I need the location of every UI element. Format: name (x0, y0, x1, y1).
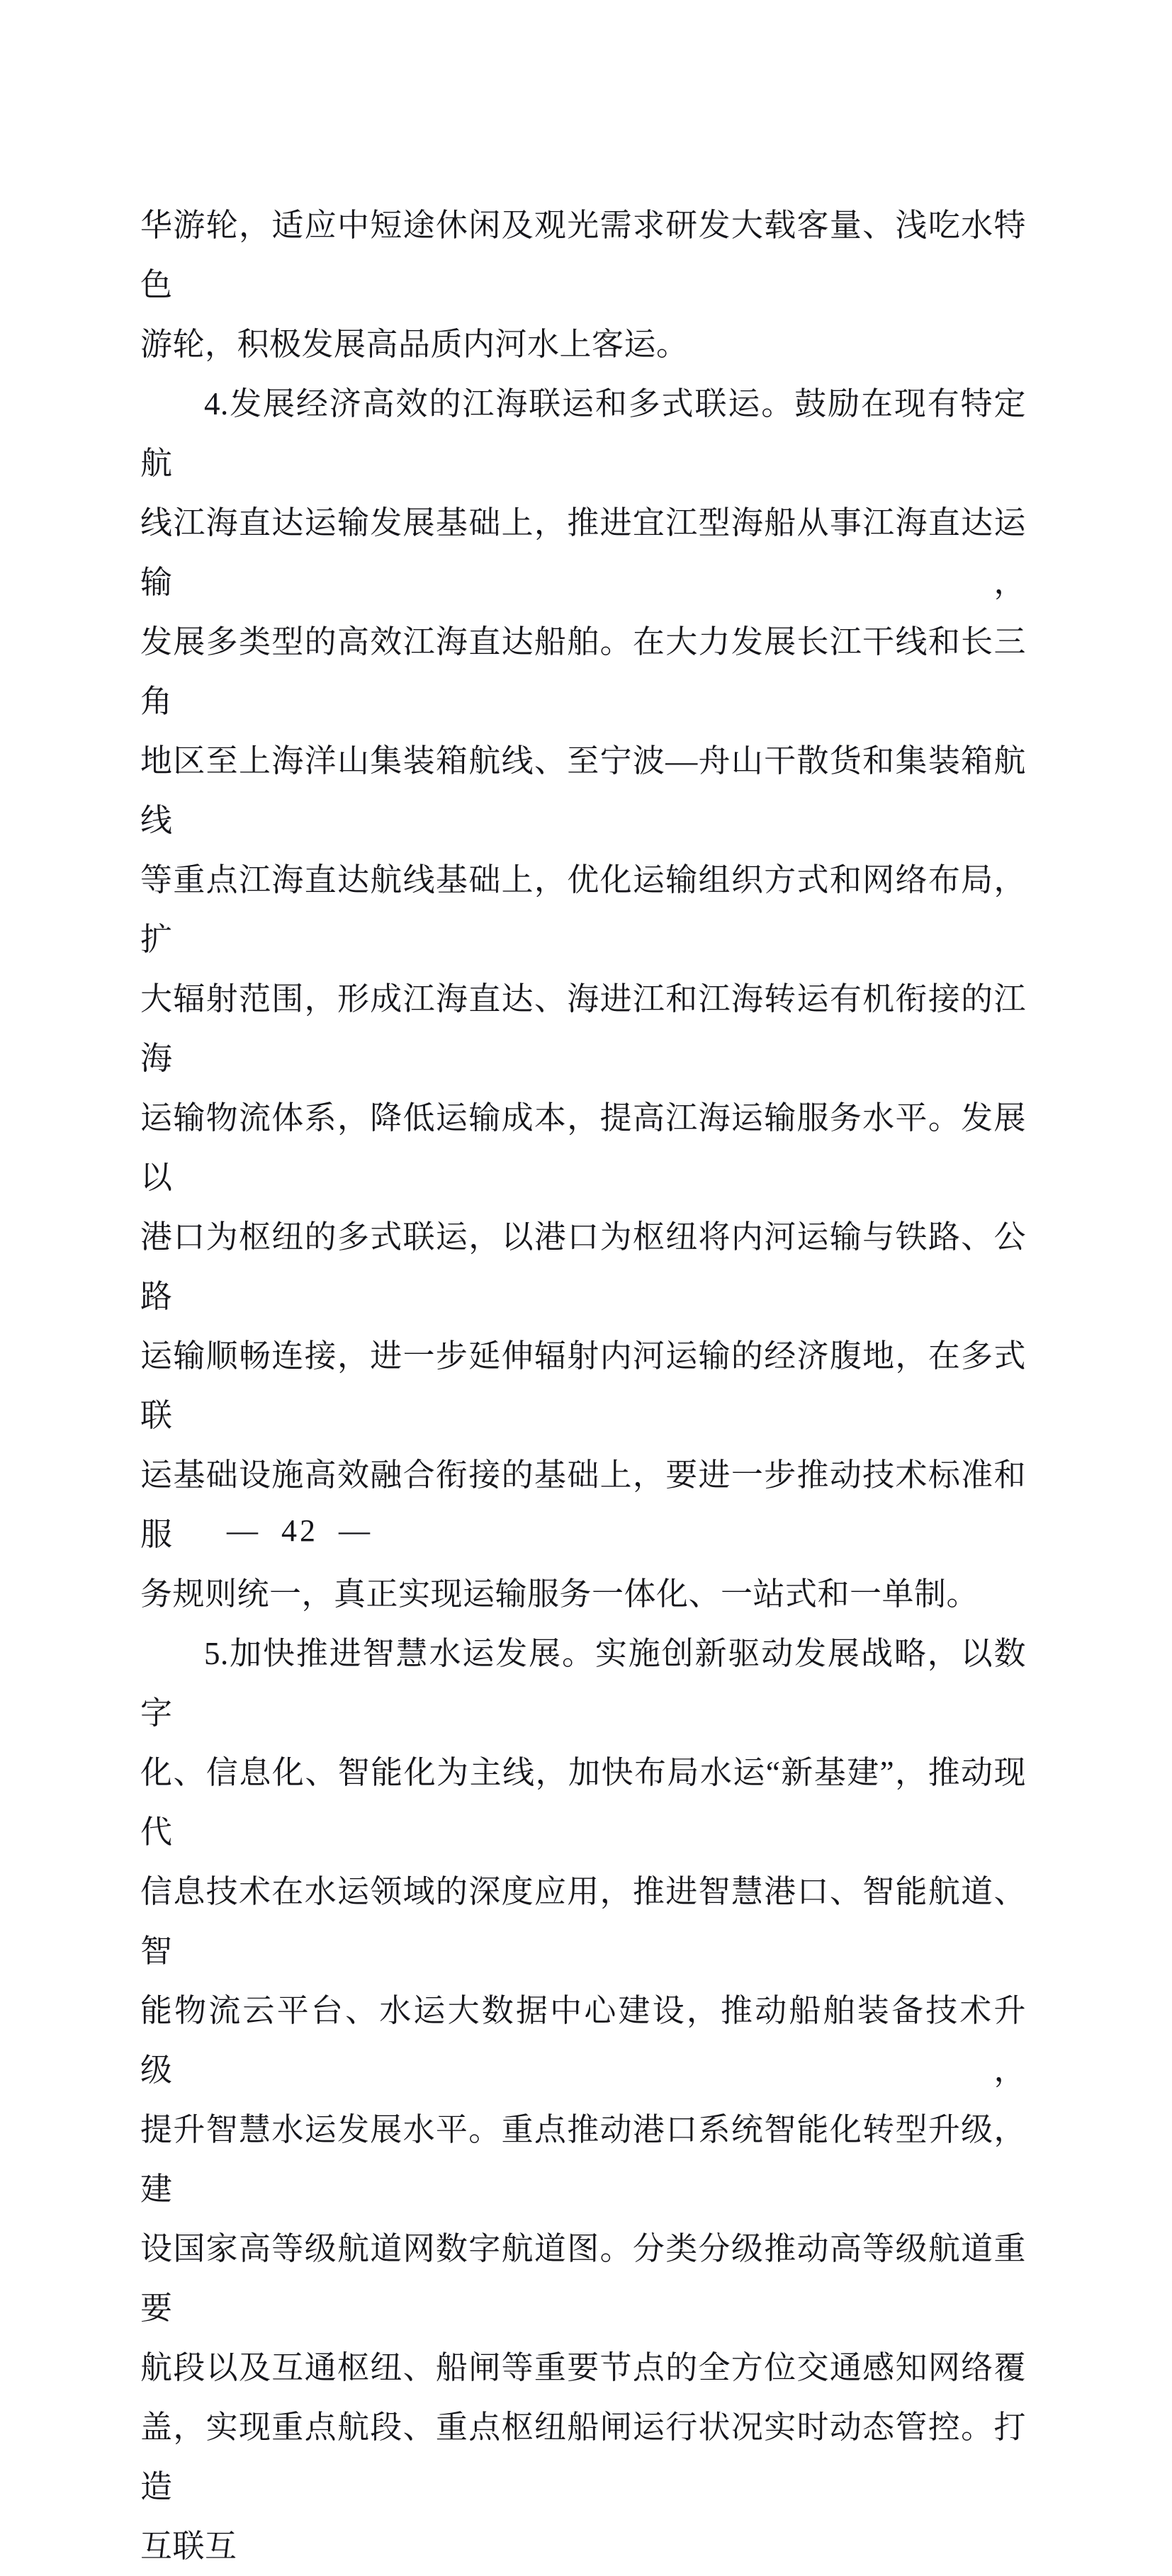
text-line paragraph-start-item-5: 5.加快推进智慧水运发展。实施创新驱动发展战略，以数字 (140, 1636, 1026, 1731)
document-body (140, 196, 1026, 2576)
text-line: 大辐射范围，形成江海直达、海进江和江海转运有机衔接的江海 (140, 981, 1026, 1076)
footer-page-number: — 42 — (227, 1513, 373, 1548)
text-line paragraph-start-item-4: 4.发展经济高效的江海联运和多式联运。鼓励在现有特定航 (140, 386, 1026, 481)
text-line paragraph-end: 互联互 (140, 2529, 237, 2564)
text-line: 信息技术在水运领域的深度应用，推进智慧港口、智能航道、智 (140, 1874, 1026, 1969)
text-line: 港口为枢纽的多式联运，以港口为枢纽将内河运输与铁路、公路 (140, 1219, 1026, 1314)
text-line paragraph-end: 务规则统一，真正实现运输服务一体化、一站式和一单制。 (140, 1576, 979, 1612)
text-line: 华游轮，适应中短途休闲及观光需求研发大载客量、浅吃水特色 (140, 208, 1026, 303)
text-line: 等重点江海直达航线基础上，优化运输组织方式和网络布局，扩 (140, 862, 1026, 957)
text-line: 盖，实现重点航段、重点枢纽船闸运行状况实时动态管控。打造 (140, 2410, 1026, 2504)
text-line: 设国家高等级航道网数字航道图。分类分级推动高等级航道重要 (140, 2231, 1026, 2326)
text-line: 航段以及互通枢纽、船闸等重要节点的全方位交通感知网络覆 (140, 2350, 1026, 2385)
text-line: 化、信息化、智能化为主线，加快布局水运“新基建”，推动现代 (140, 1755, 1026, 1850)
text-line: 能物流云平台、水运大数据中心建设，推动船舶装备技术升级， (140, 1993, 1026, 2088)
text-line: 运输顺畅连接，进一步延伸辐射内河运输的经济腹地，在多式联 (140, 1338, 1026, 1433)
text-line: 发展多类型的高效江海直达船舶。在大力发展长江干线和长三角 (140, 624, 1026, 719)
text-line: 线江海直达运输发展基础上，推进宜江型海船从事江海直达运输， (140, 505, 1026, 600)
text-line: 地区至上海洋山集装箱航线、至宁波—舟山干散货和集装箱航线 (140, 743, 1026, 838)
text-line: 提升智慧水运发展水平。重点推动港口系统智能化转型升级，建 (140, 2112, 1026, 2207)
text-line: 运输物流体系，降低运输成本，提高江海运输服务水平。发展以 (140, 1100, 1026, 1195)
text-line: 运基础设施高效融合衔接的基础上，要进一步推动技术标准和服 (140, 1457, 1026, 1552)
text-line paragraph-end: 游轮，积极发展高品质内河水上客运。 (140, 327, 689, 362)
